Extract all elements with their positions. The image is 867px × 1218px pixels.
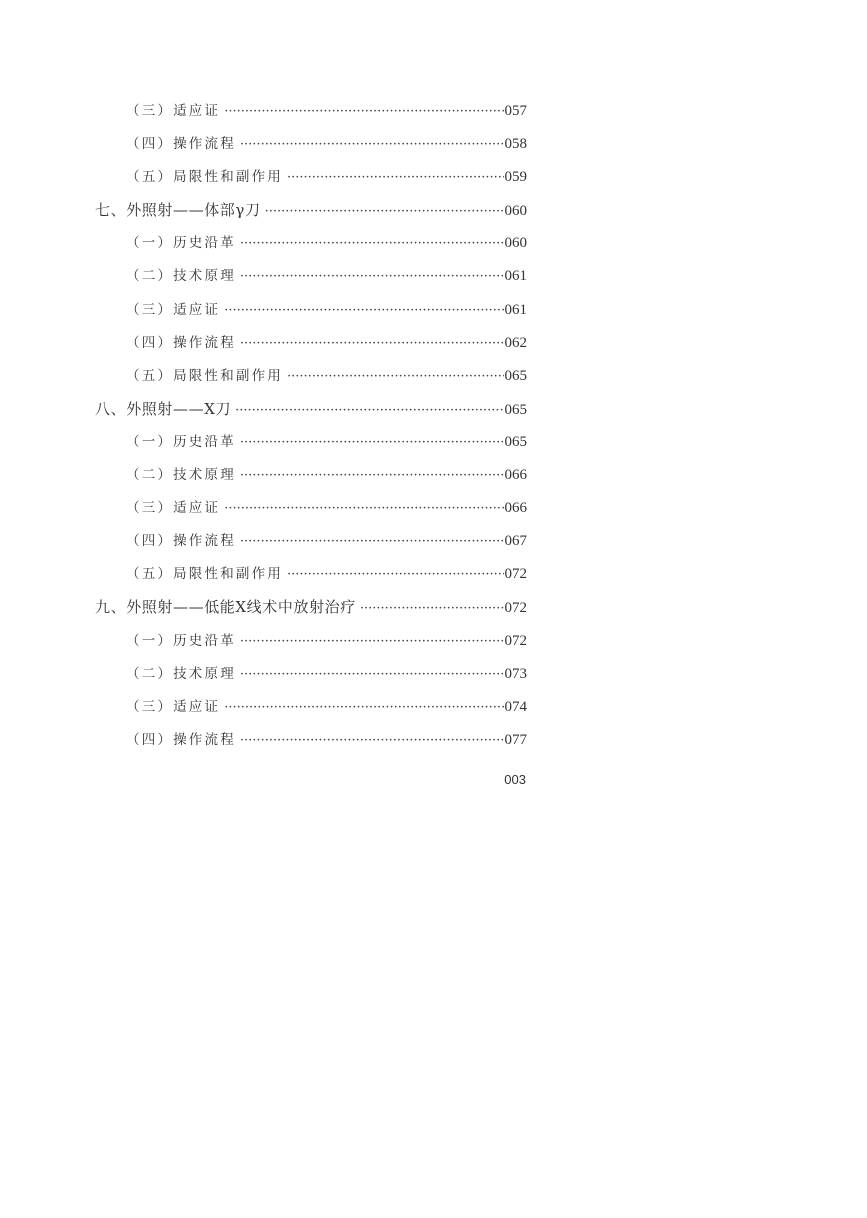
toc-entry-title: （四）操作流程: [126, 533, 236, 550]
table-of-contents: [95, 98, 527, 760]
toc-entry-page: 066: [504, 500, 527, 517]
toc-entry: [95, 561, 527, 594]
toc-dot-leader: [240, 529, 504, 555]
toc-dot-leader: [240, 629, 504, 655]
toc-entry-page: 072: [504, 632, 527, 649]
toc-entry: [95, 131, 527, 164]
toc-entry-page: 066: [504, 467, 527, 484]
toc-entry-title: （三）适应证: [126, 103, 221, 119]
toc-entry: [95, 462, 527, 495]
toc-entry-page: 065: [504, 401, 527, 418]
toc-dot-leader: [235, 398, 503, 424]
toc-dot-leader: [240, 728, 504, 754]
toc-dot-leader: [287, 562, 504, 588]
toc-entry: [95, 628, 527, 661]
toc-entry-page: 072: [504, 566, 527, 583]
toc-dot-leader: [360, 596, 504, 622]
toc-entry: [95, 694, 527, 727]
toc-entry: [95, 230, 527, 263]
toc-entry: [95, 263, 527, 296]
toc-entry-page: 060: [504, 203, 527, 220]
toc-entry-title: （二）技术原理: [126, 467, 236, 484]
toc-entry-page: 065: [504, 367, 527, 384]
toc-entry-page: 057: [504, 103, 527, 119]
toc-entry: [95, 164, 527, 197]
toc-entry-title: （四）操作流程: [126, 731, 236, 748]
toc-section-heading: [95, 197, 527, 230]
toc-entry-title: （一）历史沿革: [126, 235, 236, 252]
toc-entry-title: （一）历史沿革: [126, 433, 236, 450]
toc-entry: [95, 297, 527, 330]
toc-entry-title: （二）技术原理: [126, 665, 236, 682]
toc-entry-page: 061: [504, 268, 527, 285]
toc-dot-leader: [240, 463, 504, 489]
toc-section-title: 九、外照射——低能X线术中放射治疗: [95, 598, 356, 617]
toc-entry-title: （五）局限性和副作用: [126, 367, 283, 384]
toc-dot-leader: [265, 199, 504, 225]
toc-entry: [95, 429, 527, 462]
toc-entry-title: （四）操作流程: [126, 334, 236, 351]
toc-section-title: 八、外照射——X刀: [95, 399, 232, 418]
toc-dot-leader: [224, 496, 503, 522]
toc-dot-leader: [224, 99, 503, 125]
toc-entry-page: 065: [504, 433, 527, 450]
toc-dot-leader: [224, 695, 503, 721]
toc-dot-leader: [240, 662, 504, 688]
toc-entry-page: 067: [504, 533, 527, 550]
toc-entry-title: （五）局限性和副作用: [126, 566, 283, 583]
toc-entry-title: （五）局限性和副作用: [126, 169, 283, 186]
toc-entry-title: （三）适应证: [126, 500, 221, 517]
toc-dot-leader: [224, 298, 503, 324]
toc-entry-page: 061: [504, 301, 527, 318]
toc-entry-title: （四）操作流程: [126, 136, 236, 153]
toc-dot-leader: [240, 430, 504, 456]
toc-dot-leader: [287, 165, 504, 191]
toc-entry-title: （三）适应证: [126, 301, 221, 318]
toc-dot-leader: [240, 132, 504, 158]
toc-dot-leader: [287, 364, 504, 390]
toc-entry-page: 060: [504, 235, 527, 252]
toc-entry: [95, 363, 527, 396]
toc-entry-page: 059: [504, 169, 527, 186]
toc-entry-page: 074: [504, 698, 527, 715]
toc-entry: [95, 495, 527, 528]
toc-entry: [95, 330, 527, 363]
toc-entry-page: 072: [504, 600, 527, 617]
toc-section-heading: [95, 396, 527, 429]
toc-section-title: 七、外照射——体部γ刀: [95, 201, 261, 220]
toc-entry-page: 058: [504, 136, 527, 153]
toc-dot-leader: [240, 331, 504, 357]
toc-dot-leader: [240, 264, 504, 290]
toc-entry: [95, 727, 527, 760]
toc-entry-page: 062: [504, 334, 527, 351]
toc-entry-page: 073: [504, 665, 527, 682]
toc-entry: [95, 98, 527, 131]
toc-section-heading: [95, 594, 527, 627]
toc-entry: [95, 661, 527, 694]
toc-entry-title: （三）适应证: [126, 698, 221, 715]
toc-entry-title: （一）历史沿革: [126, 632, 236, 649]
toc-entry-title: （二）技术原理: [126, 268, 236, 285]
toc-entry: [95, 528, 527, 561]
page-number: 003: [504, 772, 526, 787]
toc-dot-leader: [240, 231, 504, 257]
toc-entry-page: 077: [504, 731, 527, 748]
